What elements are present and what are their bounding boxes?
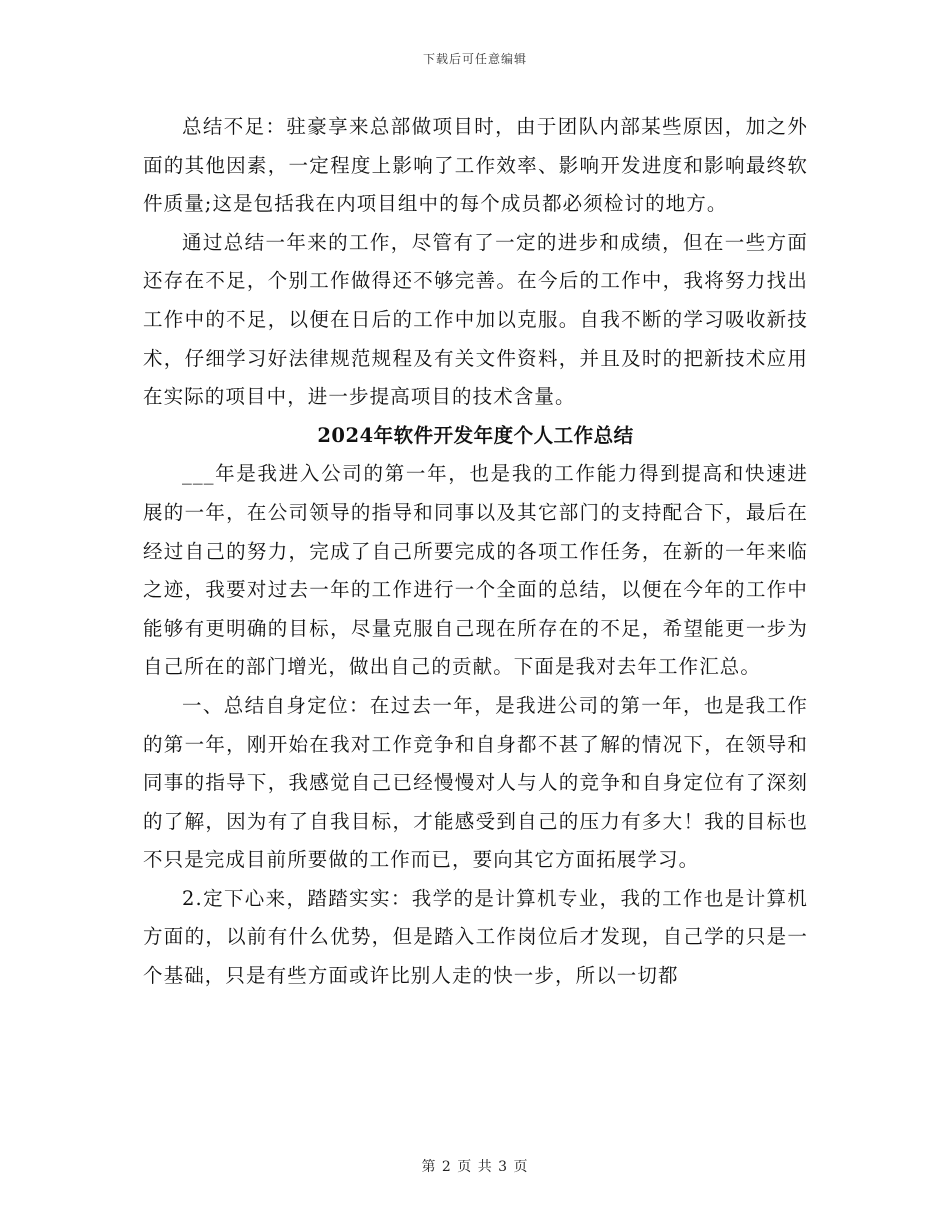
paragraph-self-positioning: 一、总结自身定位：在过去一年，是我进公司的第一年，也是我工作的第一年，刚开始在我对工作竞争和自身都不甚了解的情况下，在领导和同事的指导下，我感觉自己已经慢慢对人与人的竞争和自身定位有了深刻的了解，因为有了自我目标，才能感受到自己的压力有多大！我的目标也不只是完成目前所要做的工作而已，要向其它方面拓展学习。 (143, 693, 808, 872)
paragraph-steady-work: 2.定下心来，踏踏实实：我学的是计算机专业，我的工作也是计算机方面的，以前有什么优势，但是踏入工作岗位后才发现，自己学的只是一个基础，只是有些方面或许比别人走的快一步，所以一切都 (143, 886, 808, 988)
section-title: 2024年软件开发年度个人工作总结 (317, 423, 634, 447)
page-number: 第 2 页 共 3 页 (421, 1159, 529, 1175)
paragraph-summary-shortcomings: 总结不足：驻豪享来总部做项目时，由于团队内部某些原因，加之外面的其他因素，一定程度上影响了工作效率、影响开发进度和影响最终软件质量;这是包括我在内项目组中的每个成员都必须检讨的地方。 (143, 115, 808, 216)
document-body (143, 108, 808, 996)
paragraph-year-review: 通过总结一年来的工作，尽管有了一定的进步和成绩，但在一些方面还存在不足，个别工作做得还不够完善。在今后的工作中，我将努力找出工作中的不足，以便在日后的工作中加以克服。自我不断的学习吸收新技术，仔细学习好法律规范规程及有关文件资料，并且及时的把新技术应用在实际的项目中，进一步提高项目的技术含量。 (143, 230, 808, 409)
paragraph-intro: ___年是我进入公司的第一年，也是我的工作能力得到提高和快速进展的一年，在公司领导的指导和同事以及其它部门的支持配合下，最后在经过自己的努力，完成了自己所要完成的各项工作任务，在新的一年来临之迹，我要对过去一年的工作进行一个全面的总结，以便在今年的工作中能够有更明确的目标，尽量克服自己现在所存在的不足，希望能更一步为自己所在的部门增光，做出自己的贡献。下面是我对去年工作汇总。 (143, 462, 808, 679)
page-header-note: 下载后可任意编辑 (422, 52, 527, 66)
